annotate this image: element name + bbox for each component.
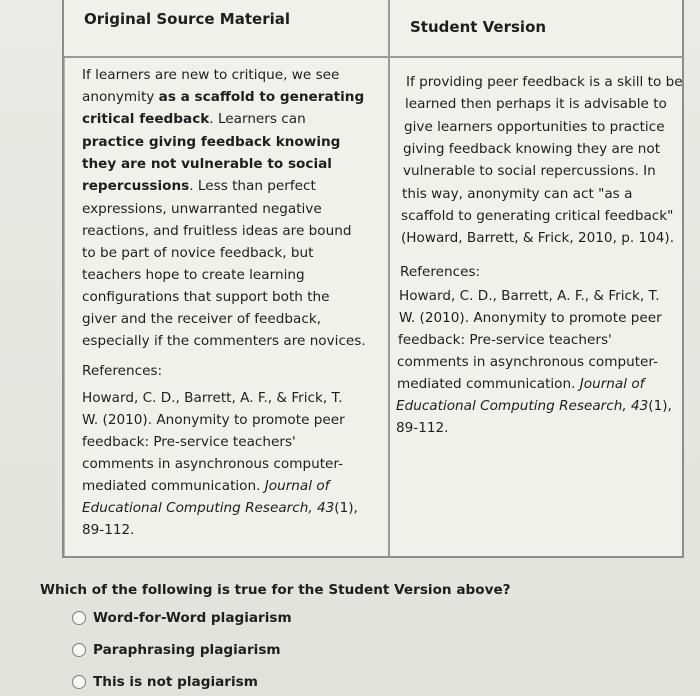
original-line-9: to be part of novice feedback, but — [82, 245, 314, 261]
original-line-6: repercussions. Less than perfect — [82, 178, 316, 194]
student-line-5: vulnerable to social repercussions. In — [403, 163, 656, 179]
original-line-12: giver and the receiver of feedback, — [82, 311, 322, 327]
student-line-1: If providing peer feedback is a skill to be — [406, 74, 683, 90]
student-line-3: give learners opportunities to practice — [404, 119, 665, 135]
original-line-3: critical feedback. Learners can — [82, 111, 306, 127]
option-paraphrasing[interactable] — [72, 642, 281, 658]
student-reference-line: mediated communication. Journal of — [397, 376, 645, 392]
student-line-2: learned then perhaps it is advisable to — [405, 96, 667, 112]
student-reference-line: Howard, C. D., Barrett, A. F., & Frick, T. — [399, 288, 660, 304]
student-line-6: this way, anonymity can act "as a — [402, 186, 633, 202]
radio-button[interactable] — [72, 611, 86, 625]
comparison-table — [62, 0, 684, 558]
original-line-2: anonymity as a scaffold to generating — [82, 89, 365, 105]
original-reference-line: Howard, C. D., Barrett, A. F., & Frick, T. — [82, 390, 343, 406]
student-reference-line: feedback: Pre-service teachers' — [398, 332, 612, 348]
original-line-13: especially if the commenters are novices. — [82, 333, 366, 349]
option-word-for-word[interactable] — [72, 610, 292, 626]
original-line-5: they are not vulnerable to social — [82, 156, 332, 172]
original-header-cell — [64, 0, 390, 58]
student-line-4: giving feedback knowing they are not — [403, 141, 661, 157]
original-line-4: practice giving feedback knowing — [82, 134, 341, 150]
student-header-cell — [390, 0, 684, 58]
original-reference-line: W. (2010). Anonymity to promote peer — [82, 412, 345, 428]
student-line-8: (Howard, Barrett, & Frick, 2010, p. 104). — [401, 230, 675, 246]
option-label: This is not plagiarism — [93, 674, 258, 690]
original-line-1: If learners are new to critique, we see — [82, 67, 340, 83]
option-label: Word-for-Word plagiarism — [93, 610, 292, 626]
original-body-cell — [64, 58, 390, 556]
student-reference-line: comments in asynchronous computer- — [397, 354, 659, 370]
original-reference-line: Educational Computing Research, 43(1), — [82, 500, 358, 516]
student-header: Student Version — [410, 18, 547, 36]
question-text: Which of the following is true for the Student Version above? — [40, 582, 511, 598]
original-reference-line: 89-112. — [82, 522, 135, 538]
original-header: Original Source Material — [84, 10, 291, 28]
option-not-plagiarism[interactable] — [72, 674, 258, 690]
original-references-label: References: — [82, 363, 163, 379]
student-references-label: References: — [400, 264, 481, 280]
student-reference-line: 89-112. — [396, 420, 449, 436]
radio-button[interactable] — [72, 643, 86, 657]
original-reference-line: feedback: Pre-service teachers' — [82, 434, 296, 450]
student-body-cell — [390, 58, 684, 556]
student-reference-line: Educational Computing Research, 43(1), — [396, 398, 672, 414]
student-line-7: scaffold to generating critical feedback" — [401, 208, 674, 224]
option-label: Paraphrasing plagiarism — [93, 642, 281, 658]
radio-button[interactable] — [72, 675, 86, 689]
original-line-10: teachers hope to create learning — [82, 267, 305, 283]
original-reference-line: mediated communication. Journal of — [82, 478, 330, 494]
student-reference-line: W. (2010). Anonymity to promote peer — [399, 310, 662, 326]
original-line-7: expressions, unwarranted negative — [82, 201, 322, 217]
original-line-8: reactions, and fruitless ideas are bound — [82, 223, 352, 239]
original-reference-line: comments in asynchronous computer- — [82, 456, 344, 472]
original-line-11: configurations that support both the — [82, 289, 330, 305]
